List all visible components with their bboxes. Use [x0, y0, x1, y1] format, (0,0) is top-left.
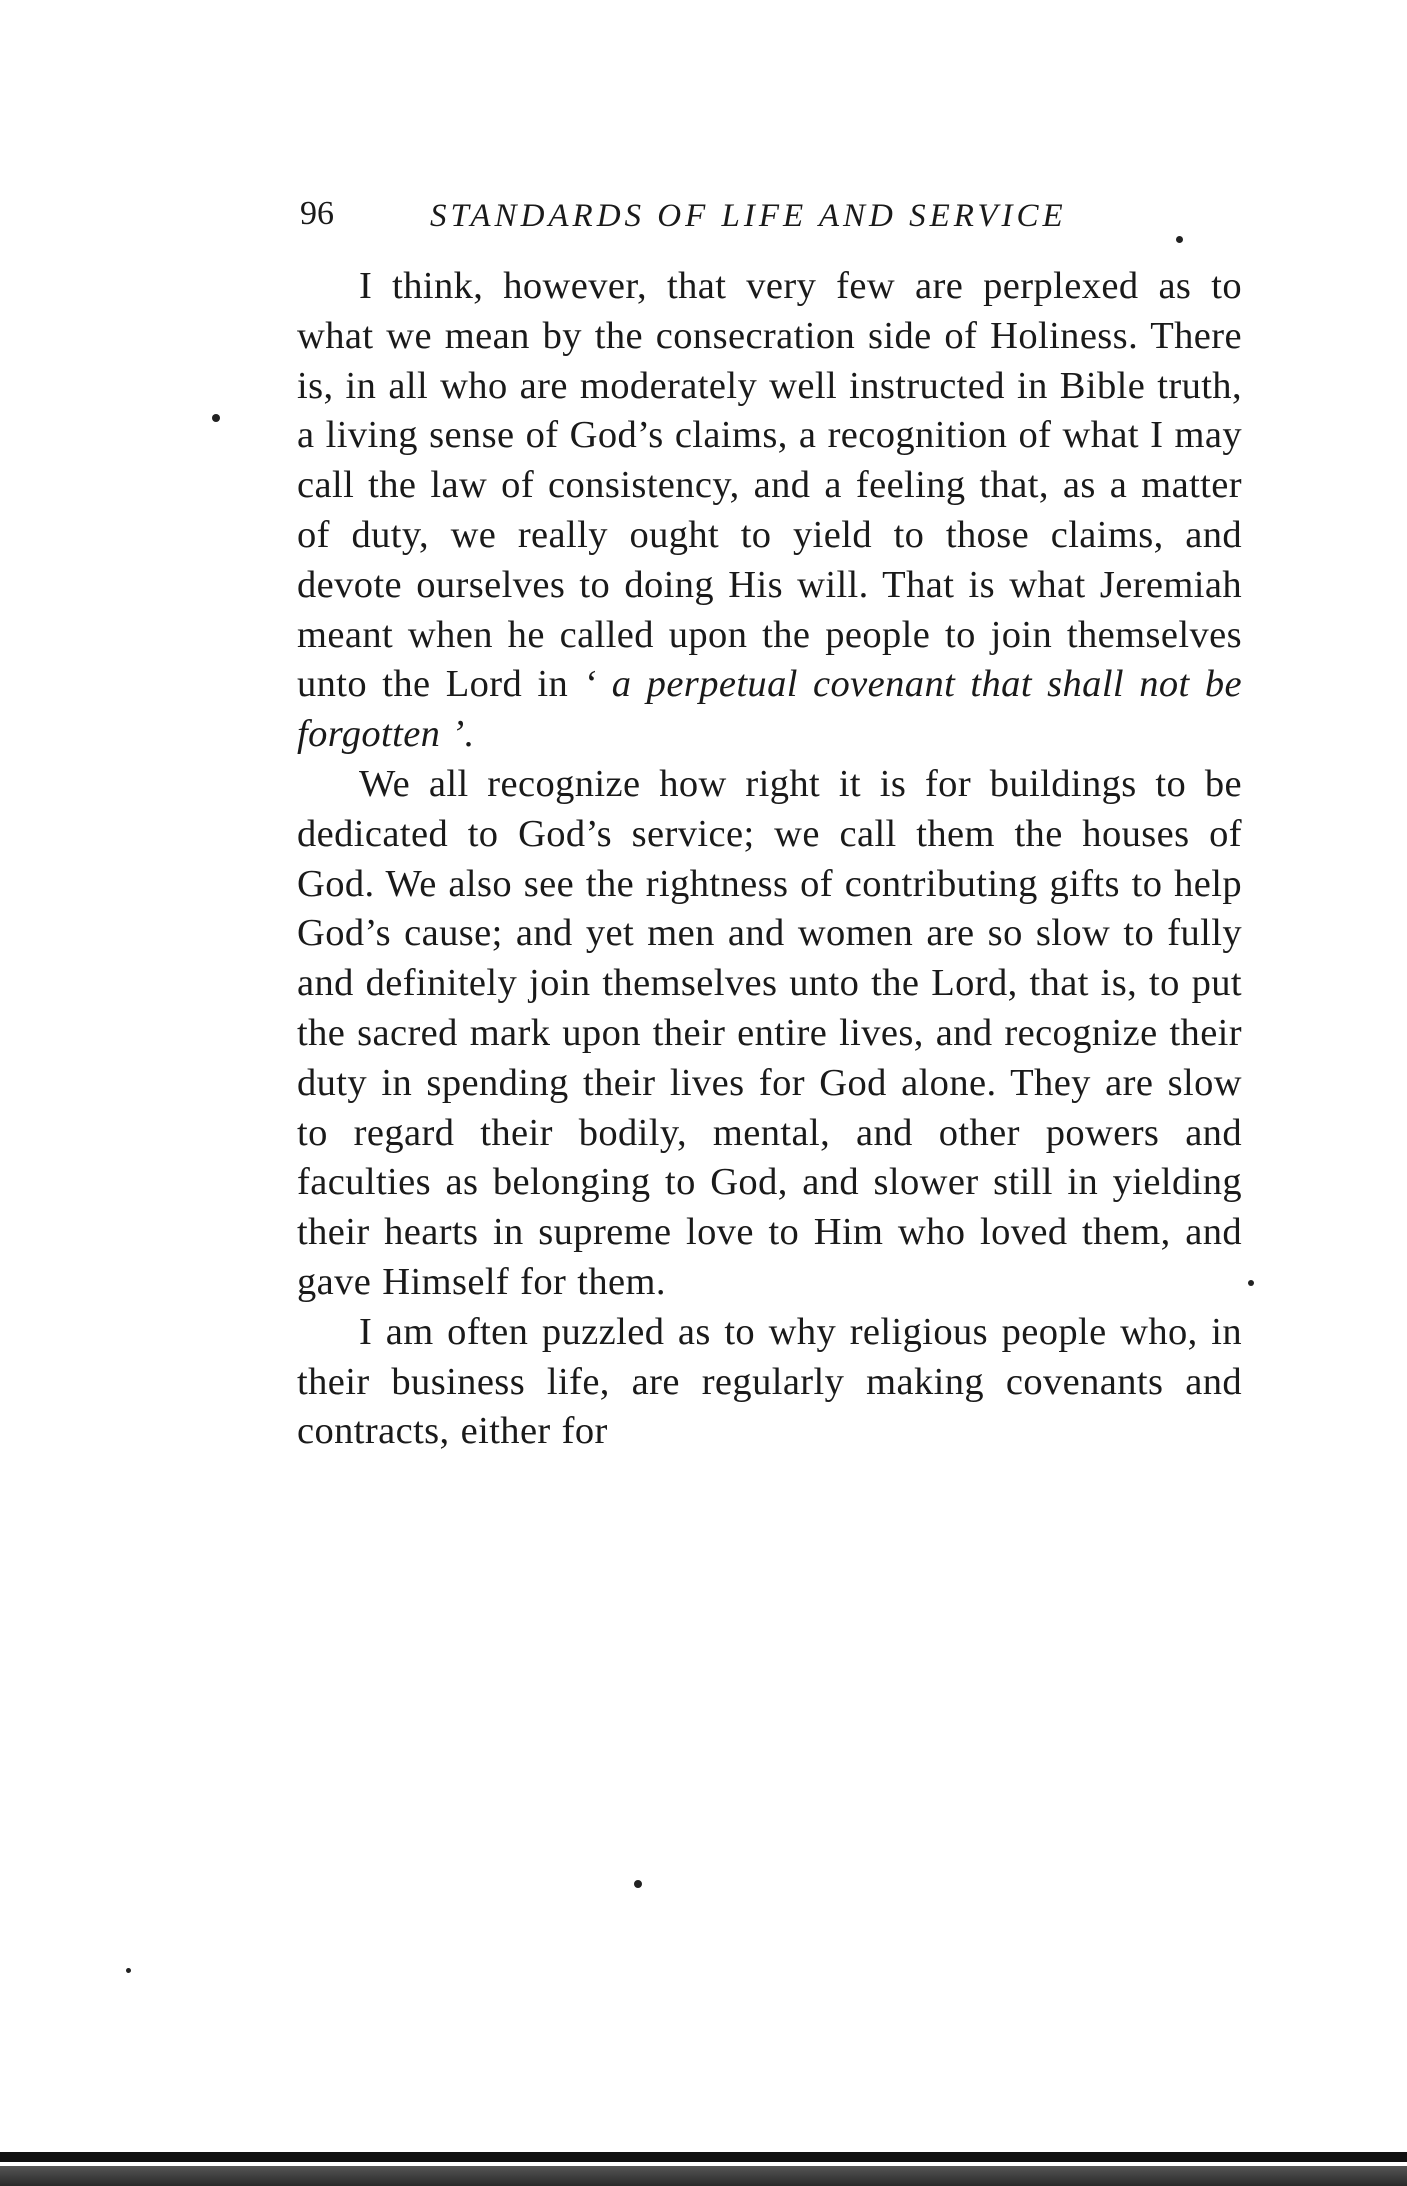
- page-number: 96: [300, 195, 334, 232]
- scan-speck: [1248, 1280, 1254, 1286]
- paragraph: [297, 262, 1242, 760]
- paragraph-text: I think, however, that very few are perplexed as to what we mean by the consecration side of Holiness. There is, in all who are moderately well instructed in Bible truth, a living sense of God’s claims, a recognition of what I may call the law of consistency, and a feeling that, as a matter of duty, we really ought to yield to those claims, and devote ourselves to doing His will. That is what Jeremiah meant when he called upon the people to join themselves unto the Lord in: [297, 265, 1242, 706]
- scan-speck: [634, 1880, 642, 1888]
- running-head: [300, 192, 1240, 244]
- scan-speck: [1176, 236, 1183, 243]
- paragraph: We all recognize how right it is for buildings to be dedicated to God’s service; we call them the houses of God. We also see the rightness of contributing gifts to help God’s cause; and yet men and women are so slow to fully and definitely join themselves unto the Lord, that is, to put the sacred mark upon their entire lives, and recognize their duty in spending their lives for God alone. They are slow to regard their bodily, mental, and other powers and faculties as belonging to God, and slower still in yielding their hearts in supreme love to Him who loved them, and gave Himself for them.: [297, 762, 1242, 1303]
- running-title: STANDARDS OF LIFE AND SERVICE: [430, 198, 1067, 234]
- scan-edge-bar: [0, 2140, 1407, 2186]
- scan-speck: [212, 414, 220, 422]
- quotation: ‘ a perpetual covenant that shall not be forgotten ’.: [297, 663, 1242, 756]
- scan-speck: [126, 1968, 131, 1973]
- paragraph: I am often puzzled as to why religious people who, in their business life, are regularly making covenants and contracts, either for: [297, 1310, 1242, 1453]
- body-text: [297, 262, 1242, 1457]
